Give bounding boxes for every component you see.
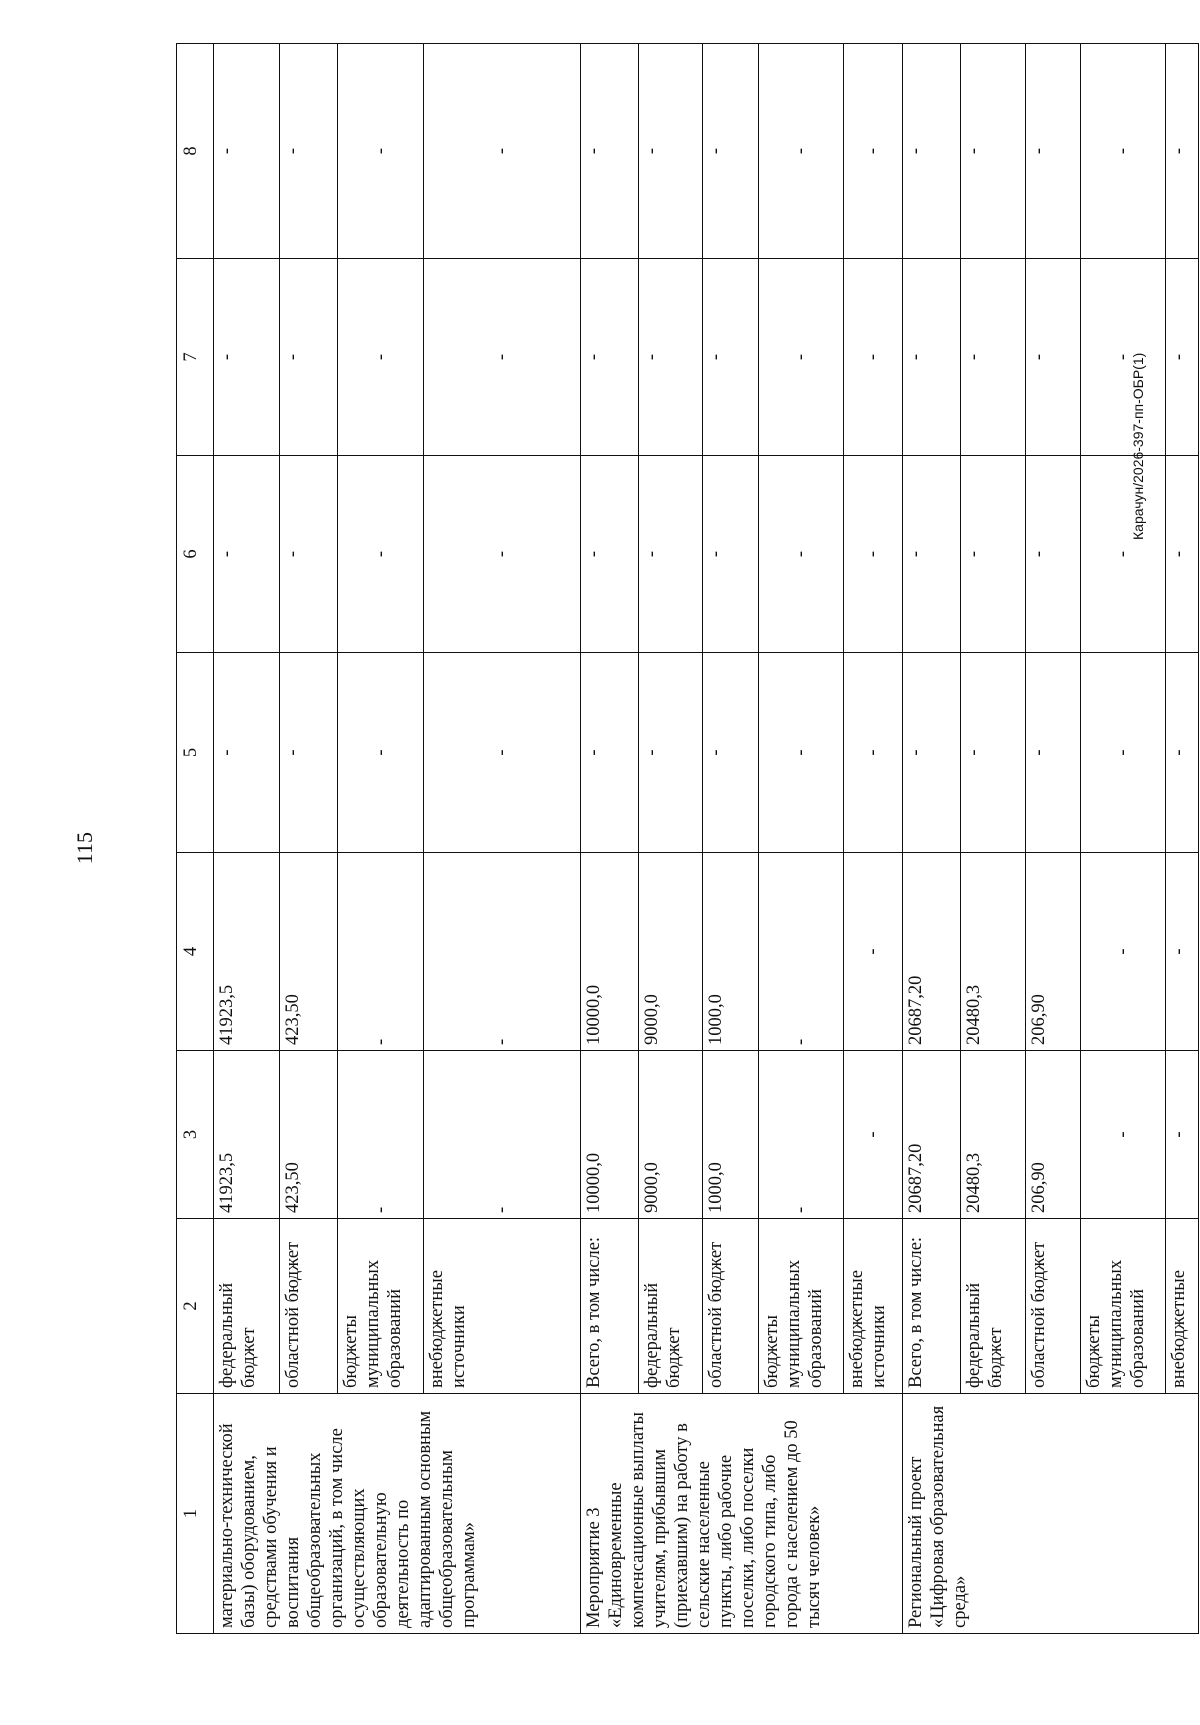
- table-cell: -: [424, 1051, 580, 1219]
- table-cell: -: [1166, 259, 1199, 456]
- table-cell: 20480,3: [960, 853, 1025, 1051]
- table-cell: 9000,0: [638, 853, 703, 1051]
- table-cell: -: [638, 456, 703, 653]
- column-header: 7: [177, 259, 214, 456]
- funding-source: бюджеты муниципальных образований: [758, 1219, 843, 1394]
- funding-source: внебюджетные: [1166, 1219, 1199, 1394]
- table-cell: -: [703, 259, 758, 456]
- table-cell: -: [580, 259, 638, 456]
- page-number: [72, 832, 102, 892]
- table-cell: -: [214, 259, 280, 456]
- table-cell: -: [1166, 456, 1199, 653]
- table-cell: -: [758, 456, 843, 653]
- footer-code: [1130, 240, 1160, 540]
- table-cell: -: [758, 259, 843, 456]
- table-cell: -: [280, 259, 338, 456]
- table-cell: 41923,5: [214, 1051, 280, 1219]
- table-cell: 20687,20: [903, 853, 961, 1051]
- group-description: Мероприятие 3 «Единовременные компенсационные выплаты учителям, прибывшим (приехавшим) на работу в сельские населенные пункты, либо рабочие поселки, либо поселки городского типа, либо города с населением до 50 тысяч человек»: [580, 1394, 902, 1634]
- table-cell: -: [337, 259, 424, 456]
- table-cell: -: [424, 44, 580, 259]
- table-cell: -: [580, 44, 638, 259]
- funding-source: областной бюджет: [1025, 1219, 1080, 1394]
- table-cell: -: [1081, 1051, 1166, 1219]
- table-cell: -: [960, 653, 1025, 853]
- table-cell: -: [703, 44, 758, 259]
- table-cell: -: [1025, 259, 1080, 456]
- table-cell: 1000,0: [703, 853, 758, 1051]
- table-cell: -: [903, 44, 961, 259]
- column-header: 8: [177, 44, 214, 259]
- table-cell: -: [214, 653, 280, 853]
- funding-source: федеральный бюджет: [960, 1219, 1025, 1394]
- table-cell: 20480,3: [960, 1051, 1025, 1219]
- table-row: [214, 44, 280, 1634]
- table-cell: -: [1081, 456, 1166, 653]
- table-cell: -: [844, 44, 903, 259]
- table-row: [903, 44, 961, 1634]
- table-cell: 1000,0: [703, 1051, 758, 1219]
- table-cell: 9000,0: [638, 1051, 703, 1219]
- table-row: [580, 44, 638, 1634]
- table-cell: -: [424, 259, 580, 456]
- table-cell: -: [280, 653, 338, 853]
- page-number-text: 115: [72, 832, 97, 865]
- table-cell: -: [337, 853, 424, 1051]
- table-cell: -: [960, 44, 1025, 259]
- column-header: 6: [177, 456, 214, 653]
- table-cell: -: [1081, 259, 1166, 456]
- table-cell: -: [280, 456, 338, 653]
- table-cell: -: [638, 259, 703, 456]
- table-cell: -: [844, 1051, 903, 1219]
- funding-source: областной бюджет: [703, 1219, 758, 1394]
- column-header: 3: [177, 1051, 214, 1219]
- table-cell: -: [844, 456, 903, 653]
- table-cell: -: [214, 456, 280, 653]
- table-cell: -: [903, 456, 961, 653]
- table-cell: -: [580, 653, 638, 853]
- group-description: материально-технической базы) оборудованием, средствами обучения и воспитания общеобразовательных организаций, в том числе осуществляющих образовательную деятельность по адаптированным основным общеобразовательным программам»: [214, 1394, 581, 1634]
- table-cell: -: [337, 653, 424, 853]
- funding-source: Всего, в том числе:: [903, 1219, 961, 1394]
- table-cell: -: [703, 456, 758, 653]
- table-cell: -: [844, 653, 903, 853]
- rotated-table-sheet: [176, 44, 1199, 1634]
- table-cell: -: [1166, 853, 1199, 1051]
- funding-source: областной бюджет: [280, 1219, 338, 1394]
- table-cell: -: [703, 653, 758, 853]
- table-cell: -: [758, 44, 843, 259]
- table-cell: -: [638, 653, 703, 853]
- table-cell: -: [1025, 653, 1080, 853]
- table-cell: -: [280, 44, 338, 259]
- table-cell: -: [1166, 44, 1199, 259]
- funding-source: Всего, в том числе:: [580, 1219, 638, 1394]
- table-cell: -: [758, 1051, 843, 1219]
- table-cell: -: [1166, 1051, 1199, 1219]
- table-cell: -: [903, 259, 961, 456]
- table-cell: -: [758, 653, 843, 853]
- table-cell: -: [844, 259, 903, 456]
- table-cell: -: [424, 653, 580, 853]
- table-cell: -: [960, 259, 1025, 456]
- table-cell: 206,90: [1025, 1051, 1080, 1219]
- table-cell: -: [1025, 44, 1080, 259]
- table-cell: 10000,0: [580, 1051, 638, 1219]
- table-cell: -: [337, 44, 424, 259]
- funding-source: бюджеты муниципальных образований: [1081, 1219, 1166, 1394]
- table-cell: -: [214, 44, 280, 259]
- table-header-row: [177, 44, 214, 1634]
- column-header: 1: [177, 1394, 214, 1634]
- table-cell: -: [1081, 853, 1166, 1051]
- group-description: Региональный проект «Цифровая образовательная среда»: [903, 1394, 1199, 1634]
- column-header: 4: [177, 853, 214, 1051]
- funding-source: федеральный бюджет: [638, 1219, 703, 1394]
- budget-table: [176, 43, 1199, 1634]
- table-cell: -: [960, 456, 1025, 653]
- table-cell: -: [424, 456, 580, 653]
- table-cell: 20687,20: [903, 1051, 961, 1219]
- table-cell: -: [1081, 653, 1166, 853]
- funding-source: бюджеты муниципальных образований: [337, 1219, 424, 1394]
- funding-source: федеральный бюджет: [214, 1219, 280, 1394]
- table-cell: -: [424, 853, 580, 1051]
- footer-code-text: Карачун/2026-397-пп-ОБР(1): [1130, 352, 1146, 540]
- table-cell: -: [337, 1051, 424, 1219]
- table-cell: 10000,0: [580, 853, 638, 1051]
- table-cell: 41923,5: [214, 853, 280, 1051]
- table-cell: -: [1166, 653, 1199, 853]
- table-cell: -: [580, 456, 638, 653]
- table-cell: -: [844, 853, 903, 1051]
- table-cell: -: [758, 853, 843, 1051]
- table-cell: -: [337, 456, 424, 653]
- funding-source: внебюджетные источники: [424, 1219, 580, 1394]
- column-header: 2: [177, 1219, 214, 1394]
- column-header: 5: [177, 653, 214, 853]
- table-cell: -: [1081, 44, 1166, 259]
- table-cell: -: [1025, 456, 1080, 653]
- table-cell: -: [903, 653, 961, 853]
- table-cell: 423,50: [280, 853, 338, 1051]
- funding-source: внебюджетные источники: [844, 1219, 903, 1394]
- table-cell: 423,50: [280, 1051, 338, 1219]
- table-cell: -: [638, 44, 703, 259]
- table-cell: 206,90: [1025, 853, 1080, 1051]
